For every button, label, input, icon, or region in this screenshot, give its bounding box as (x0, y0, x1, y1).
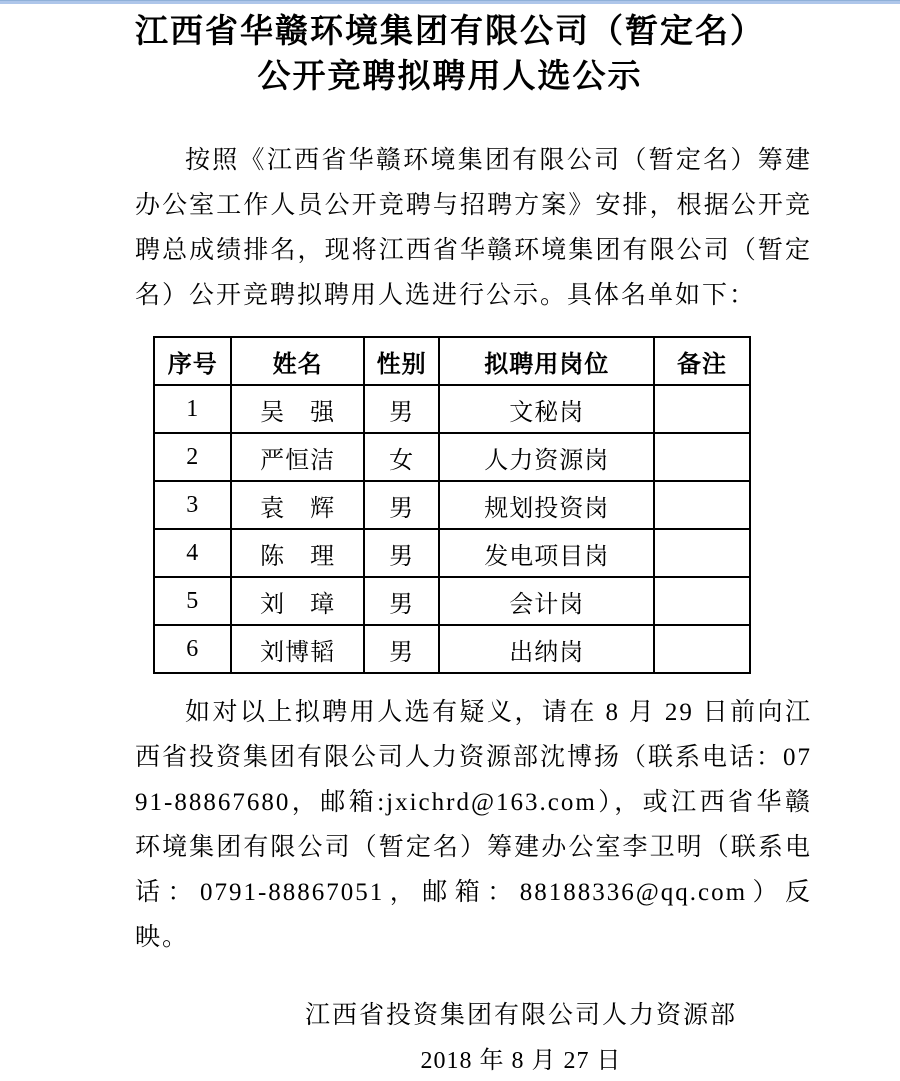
top-border-bar (0, 0, 900, 4)
cell-name: 陈 理 (231, 529, 363, 577)
header-cell-index: 序号 (154, 337, 231, 385)
document-title (0, 10, 900, 100)
cell-index: 5 (154, 577, 231, 625)
header-cell-note: 备注 (654, 337, 750, 385)
cell-note (654, 433, 750, 481)
cell-name: 严恒洁 (231, 433, 363, 481)
header-cell-name: 姓名 (231, 337, 363, 385)
cell-name: 刘博韬 (231, 625, 363, 673)
intro-paragraph: 按照《江西省华赣环境集团有限公司（暂定名）筹建办公室工作人员公开竞聘与招聘方案》安排，根据公开竞聘总成绩排名，现将江西省华赣环境集团有限公司（暂定名）公开竞聘拟聘用人选进行公示。具体名单如下： (135, 147, 812, 309)
cell-post: 规划投资岗 (439, 481, 654, 529)
table-row (154, 481, 750, 529)
cell-sex: 男 (364, 625, 440, 673)
objection-paragraph: 如对以上拟聘用人选有疑义，请在 8 月 29 日前向江西省投资集团有限公司人力资源部沈博扬（联系电话：0791-88867680，邮箱:jxichrd@163.com），或江西省华赣环境集团有限公司（暂定名）筹建办公室李卫明（联系电话：0791-88867051，邮箱：88188336@qq.com）反映。 (135, 699, 813, 951)
signature-org: 江西省投资集团有限公司人力资源部 (304, 1002, 737, 1029)
cell-index: 6 (154, 625, 231, 673)
cell-note (654, 481, 750, 529)
header-cell-sex: 性别 (364, 337, 440, 385)
cell-post: 发电项目岗 (439, 529, 654, 577)
table-row (154, 385, 750, 433)
cell-name: 刘 璋 (231, 577, 363, 625)
table-row (154, 577, 750, 625)
candidates-table (153, 336, 751, 674)
cell-post: 文秘岗 (439, 385, 654, 433)
table-row (154, 625, 750, 673)
document-title-line2: 公开竞聘拟聘用人选公示 (257, 59, 643, 95)
header-cell-post: 拟聘用岗位 (439, 337, 654, 385)
cell-post: 会计岗 (439, 577, 654, 625)
cell-note (654, 529, 750, 577)
cell-sex: 男 (364, 529, 440, 577)
table-row (154, 529, 750, 577)
cell-name: 袁 辉 (231, 481, 363, 529)
cell-note (654, 385, 750, 433)
cell-sex: 男 (364, 481, 440, 529)
cell-sex: 男 (364, 385, 440, 433)
cell-post: 人力资源岗 (439, 433, 654, 481)
cell-post: 出纳岗 (439, 625, 654, 673)
cell-note (654, 625, 750, 673)
document-body (135, 138, 812, 1081)
cell-name: 吴 强 (231, 385, 363, 433)
signature-date: 2018 年 8 月 27 日 (420, 1048, 622, 1074)
table-row (154, 433, 750, 481)
cell-index: 4 (154, 529, 231, 577)
cell-index: 3 (154, 481, 231, 529)
table-header-row (154, 337, 750, 385)
cell-index: 1 (154, 385, 231, 433)
cell-sex: 女 (364, 433, 440, 481)
cell-note (654, 577, 750, 625)
cell-sex: 男 (364, 577, 440, 625)
cell-index: 2 (154, 433, 231, 481)
document-title-line1: 江西省华赣环境集团有限公司（暂定名） (135, 14, 765, 50)
